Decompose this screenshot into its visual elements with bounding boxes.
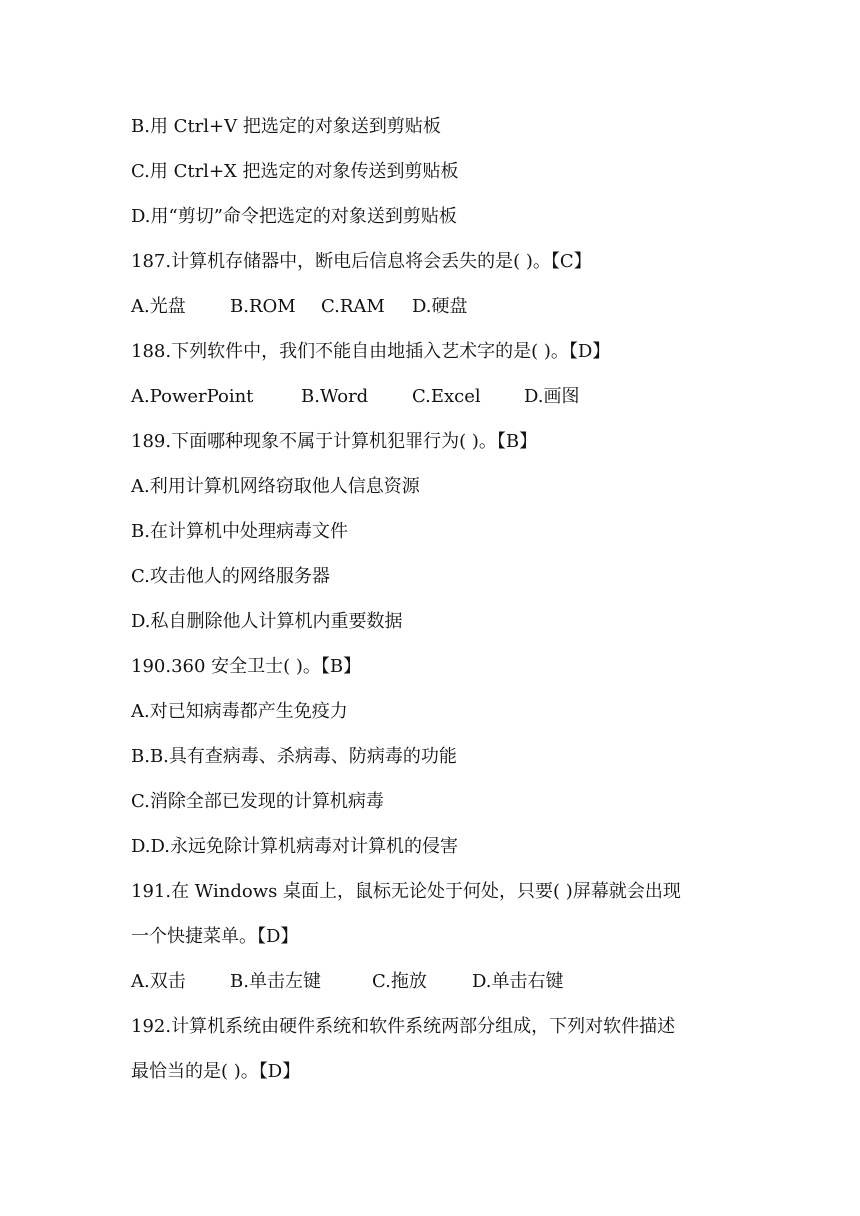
option-line: B.B.具有查病毒、杀病毒、防病毒的功能 bbox=[131, 746, 457, 767]
option-a: A.双击 bbox=[131, 971, 186, 992]
question-187: 187.计算机存储器中，断电后信息将会丢失的是( )。【C】 bbox=[131, 251, 592, 272]
option-line: C.用 Ctrl+X 把选定的对象传送到剪贴板 bbox=[131, 161, 459, 182]
options-row-188 bbox=[131, 382, 771, 412]
question-191-continued: 一个快捷菜单。【D】 bbox=[131, 926, 299, 947]
option-d: D.单击右键 bbox=[472, 971, 564, 992]
option-a: A.光盘 bbox=[131, 296, 186, 317]
options-row-187 bbox=[131, 292, 771, 322]
options-row-191 bbox=[131, 967, 771, 997]
option-line: B.用 Ctrl+V 把选定的对象送到剪贴板 bbox=[131, 116, 441, 137]
option-b: B.单击左键 bbox=[230, 971, 321, 992]
option-line: D.D.永远免除计算机病毒对计算机的侵害 bbox=[131, 836, 459, 857]
question-190: 190.360 安全卫士( )。【B】 bbox=[131, 656, 362, 677]
option-line: D.私自删除他人计算机内重要数据 bbox=[131, 611, 403, 632]
question-192: 192.计算机系统由硬件系统和软件系统两部分组成，下列对软件描述 bbox=[131, 1016, 676, 1037]
option-d: D.硬盘 bbox=[412, 296, 468, 317]
option-line: A.对已知病毒都产生免疫力 bbox=[131, 701, 348, 722]
option-line: A.利用计算机网络窃取他人信息资源 bbox=[131, 476, 420, 497]
option-b: B.ROM bbox=[230, 296, 296, 317]
option-line: D.用“剪切”命令把选定的对象送到剪贴板 bbox=[131, 206, 457, 227]
option-line: B.在计算机中处理病毒文件 bbox=[131, 521, 348, 542]
option-line: C.攻击他人的网络服务器 bbox=[131, 566, 330, 587]
question-188: 188.下列软件中，我们不能自由地插入艺术字的是( )。【D】 bbox=[131, 341, 611, 362]
option-c: C.拖放 bbox=[372, 971, 427, 992]
option-line: C.消除全部已发现的计算机病毒 bbox=[131, 791, 384, 812]
question-191: 191.在 Windows 桌面上，鼠标无论处于何处，只要( )屏幕就会出现 bbox=[131, 881, 681, 902]
option-c: C.Excel bbox=[412, 386, 481, 407]
option-c: C.RAM bbox=[321, 296, 385, 317]
question-189: 189.下面哪种现象不属于计算机犯罪行为( )。【B】 bbox=[131, 431, 538, 452]
option-d: D.画图 bbox=[524, 386, 580, 407]
question-192-continued: 最恰当的是( )。【D】 bbox=[131, 1061, 301, 1082]
option-a: A.PowerPoint bbox=[131, 386, 254, 407]
option-b: B.Word bbox=[301, 386, 369, 407]
